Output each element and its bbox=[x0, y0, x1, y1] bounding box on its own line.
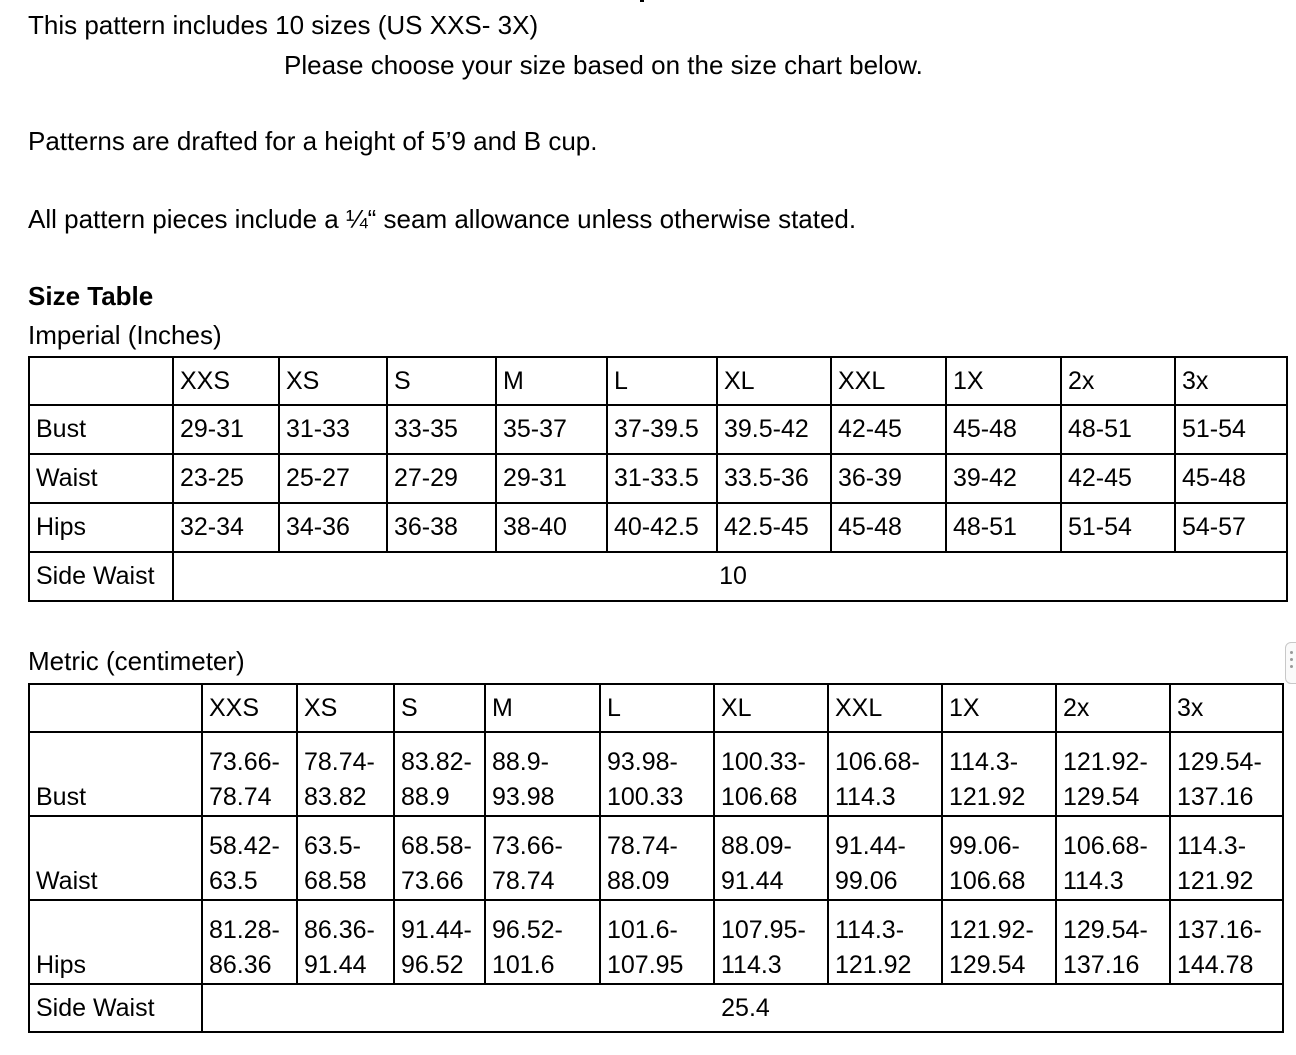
size-header: XXL bbox=[828, 684, 942, 732]
size-header: XXS bbox=[173, 357, 279, 405]
corner-cell bbox=[29, 357, 173, 405]
intro-seam-allowance-text: All pattern pieces include a ¼“ seam allowance unless otherwise stated. bbox=[28, 204, 857, 234]
table-cell: 91.44- 99.06 bbox=[828, 816, 942, 900]
intro-sizes-text: This pattern includes 10 sizes (US XXS- 3X) bbox=[28, 10, 539, 40]
table-cell: 27-29 bbox=[387, 454, 496, 503]
table-cell: 42.5-45 bbox=[717, 503, 831, 552]
intro-height-text: Patterns are drafted for a height of 5’9 and B cup. bbox=[28, 126, 598, 156]
table-cell: 23-25 bbox=[173, 454, 279, 503]
corner-cell bbox=[29, 684, 202, 732]
table-cell: 100.33- 106.68 bbox=[714, 732, 828, 816]
table-cell: 31-33 bbox=[279, 405, 387, 454]
table-cell: 129.54- 137.16 bbox=[1170, 732, 1283, 816]
size-table-heading: Size Table bbox=[28, 281, 154, 311]
table-cell: 54-57 bbox=[1175, 503, 1287, 552]
table-cell: 137.16- 144.78 bbox=[1170, 900, 1283, 984]
side-drag-handle[interactable] bbox=[1285, 642, 1296, 684]
table-cell: 73.66- 78.74 bbox=[202, 732, 297, 816]
size-header: S bbox=[387, 357, 496, 405]
table-cell: 42-45 bbox=[831, 405, 946, 454]
table-cell: 39.5-42 bbox=[717, 405, 831, 454]
intro-choose-size-text: Please choose your size based on the size chart below. bbox=[284, 50, 923, 80]
table-row bbox=[29, 503, 1287, 552]
table-row bbox=[29, 984, 1283, 1032]
table-row bbox=[29, 405, 1287, 454]
imperial-size-table bbox=[28, 356, 1288, 602]
table-row bbox=[29, 732, 1283, 816]
size-header: XS bbox=[279, 357, 387, 405]
table-cell: 91.44- 96.52 bbox=[394, 900, 485, 984]
table-cell: 51-54 bbox=[1061, 503, 1175, 552]
table-cell: 45-48 bbox=[1175, 454, 1287, 503]
size-header: XS bbox=[297, 684, 394, 732]
row-label: Hips bbox=[29, 900, 202, 984]
table-cell: 48-51 bbox=[946, 503, 1061, 552]
row-label: Waist bbox=[29, 454, 173, 503]
table-cell: 129.54- 137.16 bbox=[1056, 900, 1170, 984]
table-cell: 121.92- 129.54 bbox=[942, 900, 1056, 984]
row-label: Waist bbox=[29, 816, 202, 900]
table-cell: 32-34 bbox=[173, 503, 279, 552]
table-cell: 114.3- 121.92 bbox=[1170, 816, 1283, 900]
table-cell: 42-45 bbox=[1061, 454, 1175, 503]
table-cell: 39-42 bbox=[946, 454, 1061, 503]
table-cell: 83.82- 88.9 bbox=[394, 732, 485, 816]
size-header: XXS bbox=[202, 684, 297, 732]
table-cell: 36-39 bbox=[831, 454, 946, 503]
table-cell: 48-51 bbox=[1061, 405, 1175, 454]
size-header: 1X bbox=[942, 684, 1056, 732]
table-cell: 40-42.5 bbox=[607, 503, 717, 552]
table-cell: 114.3- 121.92 bbox=[828, 900, 942, 984]
table-cell: 121.92- 129.54 bbox=[1056, 732, 1170, 816]
table-cell: 51-54 bbox=[1175, 405, 1287, 454]
table-cell: 33.5-36 bbox=[717, 454, 831, 503]
table-cell: 106.68- 114.3 bbox=[1056, 816, 1170, 900]
table-cell: 101.6- 107.95 bbox=[600, 900, 714, 984]
side-waist-value: 10 bbox=[173, 552, 1287, 601]
table-cell: 35-37 bbox=[496, 405, 607, 454]
table-cell: 73.66- 78.74 bbox=[485, 816, 600, 900]
side-waist-value: 25.4 bbox=[202, 984, 1283, 1032]
table-cell: 88.9- 93.98 bbox=[485, 732, 600, 816]
table-cell: 33-35 bbox=[387, 405, 496, 454]
table-cell: 37-39.5 bbox=[607, 405, 717, 454]
row-label: Hips bbox=[29, 503, 173, 552]
table-cell: 38-40 bbox=[496, 503, 607, 552]
table-cell: 68.58- 73.66 bbox=[394, 816, 485, 900]
table-row bbox=[29, 454, 1287, 503]
table-cell: 63.5- 68.58 bbox=[297, 816, 394, 900]
size-header: 3x bbox=[1175, 357, 1287, 405]
size-header: M bbox=[485, 684, 600, 732]
table-cell: 93.98- 100.33 bbox=[600, 732, 714, 816]
size-header: XXL bbox=[831, 357, 946, 405]
metric-size-table bbox=[28, 683, 1284, 1033]
metric-table-title: Metric (centimeter) bbox=[28, 646, 245, 676]
table-cell: 25-27 bbox=[279, 454, 387, 503]
table-header-row bbox=[29, 684, 1283, 732]
table-cell: 96.52- 101.6 bbox=[485, 900, 600, 984]
table-cell: 36-38 bbox=[387, 503, 496, 552]
table-cell: 34-36 bbox=[279, 503, 387, 552]
size-header: 3x bbox=[1170, 684, 1283, 732]
size-header: L bbox=[600, 684, 714, 732]
size-header: S bbox=[394, 684, 485, 732]
size-header: M bbox=[496, 357, 607, 405]
table-header-row bbox=[29, 357, 1287, 405]
table-cell: 86.36- 91.44 bbox=[297, 900, 394, 984]
row-label: Bust bbox=[29, 732, 202, 816]
table-row bbox=[29, 816, 1283, 900]
table-cell: 45-48 bbox=[946, 405, 1061, 454]
table-cell: 106.68- 114.3 bbox=[828, 732, 942, 816]
size-header: 2x bbox=[1056, 684, 1170, 732]
table-cell: 29-31 bbox=[173, 405, 279, 454]
table-cell: 81.28- 86.36 bbox=[202, 900, 297, 984]
table-cell: 29-31 bbox=[496, 454, 607, 503]
table-row bbox=[29, 900, 1283, 984]
table-cell: 31-33.5 bbox=[607, 454, 717, 503]
table-cell: 78.74- 88.09 bbox=[600, 816, 714, 900]
table-row bbox=[29, 552, 1287, 601]
size-header: 2x bbox=[1061, 357, 1175, 405]
table-cell: 107.95- 114.3 bbox=[714, 900, 828, 984]
imperial-table-title: Imperial (Inches) bbox=[28, 320, 222, 350]
cropped-text-fragment bbox=[640, 0, 644, 2]
size-header: XL bbox=[714, 684, 828, 732]
size-header: 1X bbox=[946, 357, 1061, 405]
row-label: Side Waist bbox=[29, 552, 173, 601]
row-label: Bust bbox=[29, 405, 173, 454]
table-cell: 88.09- 91.44 bbox=[714, 816, 828, 900]
table-cell: 45-48 bbox=[831, 503, 946, 552]
table-cell: 114.3- 121.92 bbox=[942, 732, 1056, 816]
table-cell: 99.06- 106.68 bbox=[942, 816, 1056, 900]
table-cell: 58.42- 63.5 bbox=[202, 816, 297, 900]
table-cell: 78.74- 83.82 bbox=[297, 732, 394, 816]
row-label: Side Waist bbox=[29, 984, 202, 1032]
size-header: L bbox=[607, 357, 717, 405]
size-header: XL bbox=[717, 357, 831, 405]
